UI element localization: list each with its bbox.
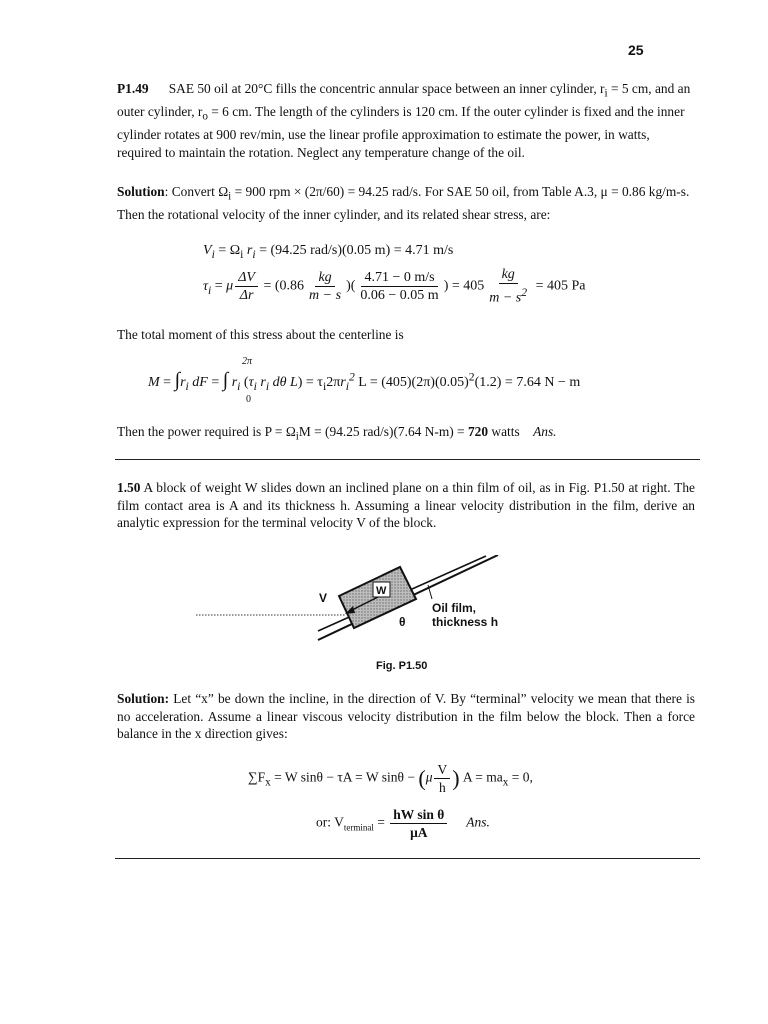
page-number: 25	[628, 42, 644, 58]
dr-denominator: Δr	[239, 287, 254, 303]
velocity-equation: $V_i = \Omega_i$ $r_i = (94.25$ rad/s)(0.05 m) = 4.71 m/s	[203, 243, 454, 261]
solution-150-label: Solution:	[117, 691, 170, 706]
kg-numerator: kg	[315, 269, 334, 287]
force-balance-equation: $\sum F_x = W$ sinθ − τA = W sinθ − (μ $\frac{V}{h}$ ) $A = ma_x = 0$,	[248, 762, 533, 795]
shear-eq-mid: = (0.86	[263, 278, 305, 294]
v-over-h-denominator: h	[438, 780, 446, 795]
force-eq-part2: A = ma	[459, 769, 503, 785]
oil-film-label-line2: thickness h	[432, 615, 499, 629]
solution-150-text: Let “x” be down the incline, in the direction of V. By “terminal” velocity we mean that there is no acceleration. Assume a linear viscous velocity distribution in the film below the block. Then a force balance in the x direction gives:	[117, 691, 695, 741]
ri-subscript: i	[604, 87, 608, 100]
shear-eq-end: = 405 Pa	[535, 278, 586, 294]
theta-label: θ	[399, 615, 406, 629]
problem-150-text: A block of weight W slides down an inclined plane on a thin film of oil, as in Fig. P1.50 at right. The film contact area is A and its thickness h. Assuming a linear velocity distribution in the film, derive an analytic expression for the terminal velocity V of the block.	[117, 480, 695, 530]
terminal-numerator: hW sin θ	[390, 806, 447, 824]
problem-149-text-b: = 5 cm, and an outer cylinder, r	[117, 81, 691, 120]
ms-denominator-2: m − s	[489, 290, 522, 306]
kg-numerator-2: kg	[499, 266, 518, 284]
terminal-denominator: μA	[410, 825, 428, 840]
v-label: V	[319, 591, 328, 605]
power-line: Then the power required is $P = \Omega_iM = (94.25$ rad/s)(7.64 N-m) = 720 watts Ans.	[117, 424, 557, 443]
power-text-a: Then the power required is P = Ω	[117, 424, 296, 439]
gap-denominator: 0.06 − 0.05 m	[360, 287, 439, 303]
moment-eq-part1: = τ	[305, 375, 323, 390]
terminal-velocity-equation: or: $V_{terminal}$ = $\frac{\text{hW sin θ}}{\mu A}$ Ans.	[316, 807, 490, 840]
problem-149-text-c: = 6 cm. The length of the cylinders is 120 cm. If the outer cylinder is fixed and the inner cylinder rotates at 900 rev/min, use the linear profile approximation to estimate the power, in watts, required to maintain the rotation. Neglect any temperature change of the oil.	[117, 104, 685, 160]
answer-label-149: Ans.	[533, 424, 557, 439]
force-eq-part3: = 0,	[508, 769, 533, 785]
problem-149-label: P1.49	[117, 81, 149, 96]
ms-denominator: m − s	[309, 287, 342, 303]
problem-150	[117, 479, 695, 532]
ro-subscript: o	[202, 110, 208, 123]
solution-149-text: : Convert Ω	[164, 184, 229, 199]
solution-149-text2: = 900 rpm × (2π/60) = 94.25 rad/s. For SAE 50 oil, from Table A.3, μ = 0.86 kg/m-s. Then the rotational velocity of the inner cylinder, and its related shear stress, are:	[117, 184, 690, 223]
force-eq-part1: = W sinθ − τA = W sinθ −	[270, 769, 419, 785]
divider-1	[115, 459, 700, 460]
problem-150-label: 1.50	[117, 480, 141, 495]
w-label: W	[376, 585, 387, 597]
moment-intro: The total moment of this stress about the centerline is	[117, 327, 404, 342]
problem-149	[117, 80, 695, 161]
solution-149: Solution: Convert $\Omega_i = 900$ rpm × (2π/60) = 94.25 rad/s. For SAE 50 oil, from Table A.3, μ = 0.86 kg/m-s. Then the rotational velocity of the inner cylinder, and its related shear stress, are:	[117, 184, 690, 223]
shear-eq-result: ) = 405	[443, 278, 485, 294]
moment-eq-part2: L = (405)(2π)(0.05)	[358, 375, 469, 390]
or-v: or: V	[316, 814, 344, 830]
shear-stress-equation: $\tau_i = \mu$ $\frac{\Delta V}{\Delta r}$ = (0.86 $\frac{kg}{m - s}$ )( $\frac{4.71 - 0 m/s}{0.06 - 0.05 m}$ ) = 405 $\frac{kg}{m - s^2}$ = 405 Pa	[203, 267, 586, 306]
v-over-h-numerator: V	[434, 761, 450, 779]
terminal-subscript: terminal	[343, 822, 374, 833]
solution-150	[117, 690, 695, 743]
power-text-b: M = (94.25 rad/s)(7.64 N-m) =	[298, 424, 468, 439]
oil-film-label-line1: Oil film,	[432, 601, 477, 615]
velocity-eq-part1: = Ω	[218, 243, 241, 258]
moment-eq-part3: (1.2) = 7.64 N − m	[474, 375, 581, 390]
force-sum: ∑F	[248, 769, 266, 785]
power-value: 720	[467, 424, 489, 439]
solution-149-label: Solution	[117, 184, 165, 199]
oil-film-label	[432, 601, 498, 629]
divider-2	[115, 858, 700, 859]
dv-numerator: ΔV	[235, 269, 258, 287]
figure-caption: Fig. P1.50	[376, 660, 428, 672]
problem-149-text-a: SAE 50 oil at 20°C fills the concentric annular space between an inner cylinder, r	[168, 81, 605, 96]
velocity-diff-numerator: 4.71 − 0 m/s	[361, 269, 437, 287]
power-unit: watts	[488, 424, 520, 439]
answer-label-150: Ans.	[466, 814, 490, 830]
velocity-eq-part2: = (94.25 rad/s)(0.05 m) = 4.71 m/s	[259, 243, 454, 258]
